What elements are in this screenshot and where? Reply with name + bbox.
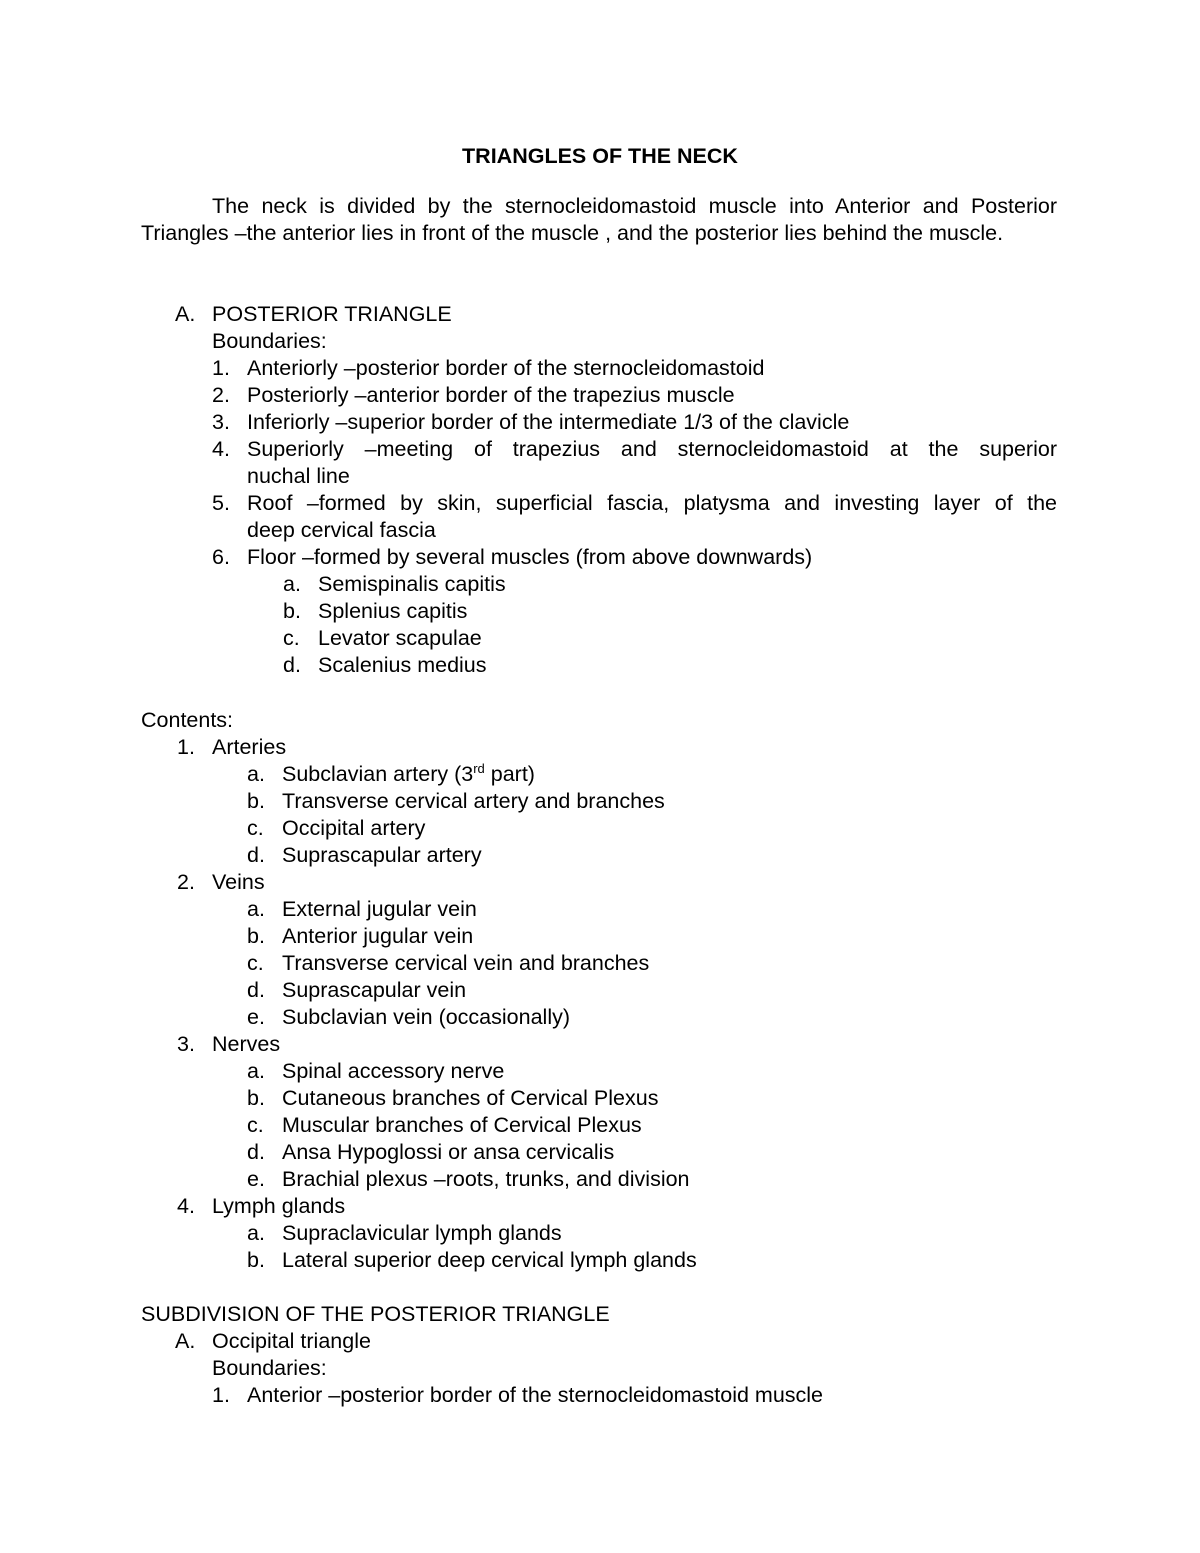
subdivision-heading: SUBDIVISION OF THE POSTERIOR TRIANGLE <box>141 1302 610 1326</box>
contents-number: 4. <box>177 1194 195 1218</box>
intro-paragraph <box>141 193 1057 247</box>
lymph-heading: Lymph glands <box>212 1194 346 1218</box>
floor-muscle-letter: b. <box>283 599 301 623</box>
boundary-number: 2. <box>212 383 230 407</box>
floor-muscle: Scalenius medius <box>318 653 487 677</box>
section-a-marker: A. <box>175 302 196 326</box>
contents-label: Contents: <box>141 708 234 732</box>
boundary-number: 4. <box>212 437 230 461</box>
floor-muscle: Levator scapulae <box>318 626 482 650</box>
boundary-number: 3. <box>212 410 230 434</box>
artery-letter: d. <box>247 843 265 867</box>
boundary-item: Floor –formed by several muscles (from above downwards) <box>247 545 813 569</box>
boundary-item-line1: Roof –formed by skin, superficial fascia, platysma and investing layer of the <box>247 491 1057 515</box>
artery-letter: c. <box>247 816 264 840</box>
artery-item: Transverse cervical artery and branches <box>282 789 665 813</box>
artery-item: Suprascapular artery <box>282 843 482 867</box>
subdivision-boundary-item: Anterior –posterior border of the sternocleidomastoid muscle <box>247 1383 824 1407</box>
vein-letter: b. <box>247 924 265 948</box>
nerve-letter: e. <box>247 1167 265 1191</box>
lymph-item: Lateral superior deep cervical lymph glands <box>282 1248 697 1272</box>
contents-number: 3. <box>177 1032 195 1056</box>
vein-letter: c. <box>247 951 264 975</box>
lymph-letter: a. <box>247 1221 265 1245</box>
boundary-item: Anteriorly –posterior border of the sternocleidomastoid <box>247 356 765 380</box>
artery-letter: a. <box>247 762 265 786</box>
nerve-item: Ansa Hypoglossi or ansa cervicalis <box>282 1140 615 1164</box>
floor-muscle: Semispinalis capitis <box>318 572 506 596</box>
floor-muscle-letter: a. <box>283 572 301 596</box>
subdivision-marker: A. <box>175 1329 196 1353</box>
boundary-item: Posteriorly –anterior border of the trapezius muscle <box>247 383 735 407</box>
boundary-number: 1. <box>212 356 230 380</box>
section-a-heading: POSTERIOR TRIANGLE <box>212 302 452 326</box>
nerve-letter: a. <box>247 1059 265 1083</box>
boundaries-label: Boundaries: <box>212 329 327 353</box>
nerve-letter: b. <box>247 1086 265 1110</box>
intro-text: The neck is divided by the sternocleidomastoid muscle into Anterior and Posterior Triangles –the anterior lies in front of the muscle , and the posterior lies behind the muscle. <box>141 194 1057 245</box>
boundary-item: Inferiorly –superior border of the intermediate 1/3 of the clavicle <box>247 410 850 434</box>
boundary-number: 6. <box>212 545 230 569</box>
floor-muscle-letter: d. <box>283 653 301 677</box>
contents-number: 1. <box>177 735 195 759</box>
subdivision-boundary-number: 1. <box>212 1383 230 1407</box>
ordinal-superscript: rd <box>473 760 485 776</box>
nerve-letter: d. <box>247 1140 265 1164</box>
vein-letter: d. <box>247 978 265 1002</box>
page-title: TRIANGLES OF THE NECK <box>462 144 738 168</box>
artery-item: Occipital artery <box>282 816 426 840</box>
artery-letter: b. <box>247 789 265 813</box>
boundary-number: 5. <box>212 491 230 515</box>
nerve-item: Muscular branches of Cervical Plexus <box>282 1113 642 1137</box>
lymph-item: Supraclavicular lymph glands <box>282 1221 562 1245</box>
arteries-heading: Arteries <box>212 735 287 759</box>
boundary-item-line2: nuchal line <box>247 464 350 488</box>
vein-item: Transverse cervical vein and branches <box>282 951 650 975</box>
contents-number: 2. <box>177 870 195 894</box>
nerve-item: Brachial plexus –roots, trunks, and division <box>282 1167 690 1191</box>
subdivision-boundaries-label: Boundaries: <box>212 1356 327 1380</box>
vein-item: Subclavian vein (occasionally) <box>282 1005 571 1029</box>
vein-item: Anterior jugular vein <box>282 924 474 948</box>
vein-letter: e. <box>247 1005 265 1029</box>
floor-muscle: Splenius capitis <box>318 599 468 623</box>
artery-item-text: part) <box>484 762 535 786</box>
artery-item-text: Subclavian artery (3 <box>282 762 474 786</box>
floor-muscle-letter: c. <box>283 626 300 650</box>
veins-heading: Veins <box>212 870 265 894</box>
vein-item: External jugular vein <box>282 897 477 921</box>
nerves-heading: Nerves <box>212 1032 281 1056</box>
artery-item <box>282 761 535 788</box>
nerve-letter: c. <box>247 1113 264 1137</box>
vein-letter: a. <box>247 897 265 921</box>
vein-item: Suprascapular vein <box>282 978 467 1002</box>
nerve-item: Spinal accessory nerve <box>282 1059 505 1083</box>
subdivision-name: Occipital triangle <box>212 1329 371 1353</box>
boundary-item-line1: Superiorly –meeting of trapezius and sternocleidomastoid at the superior <box>247 437 1057 461</box>
lymph-letter: b. <box>247 1248 265 1272</box>
boundary-item-line2: deep cervical fascia <box>247 518 436 542</box>
nerve-item: Cutaneous branches of Cervical Plexus <box>282 1086 659 1110</box>
